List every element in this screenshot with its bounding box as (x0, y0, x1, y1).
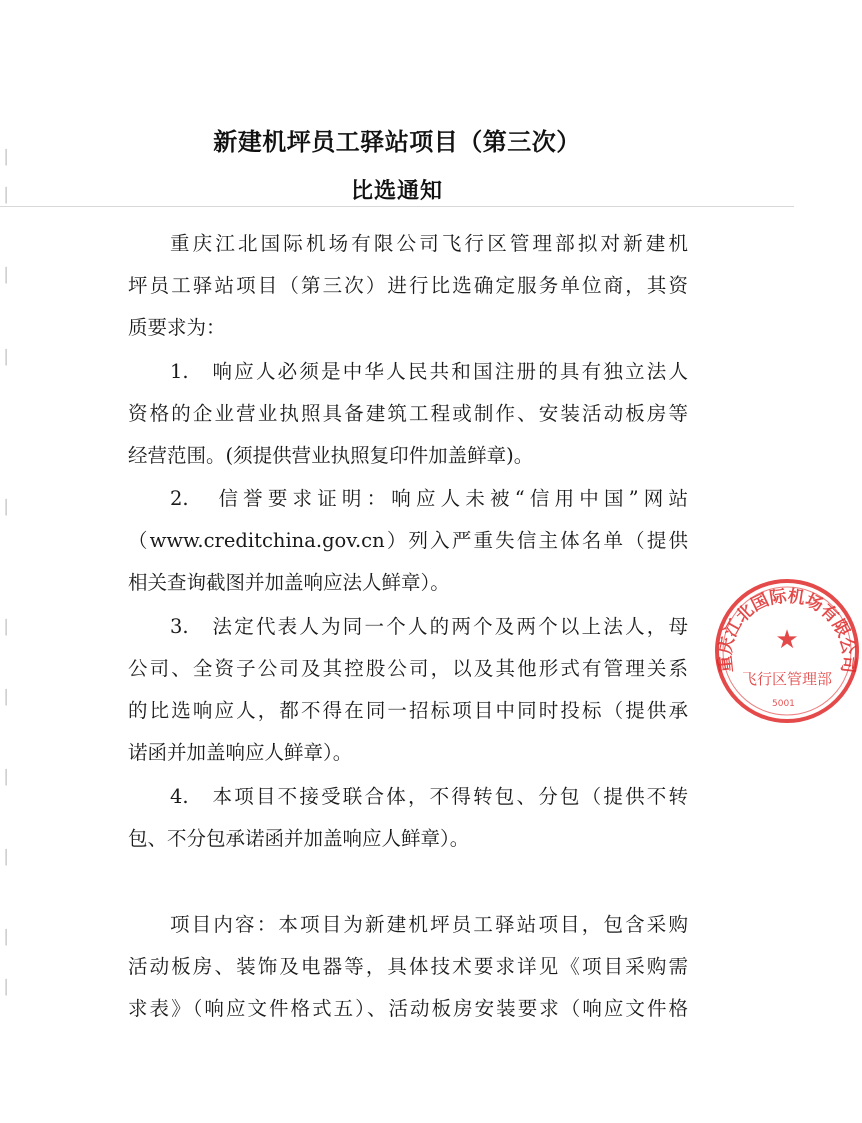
body-line: 重庆江北国际机场有限公司飞行区管理部拟对新建机 (170, 232, 688, 255)
requirement-4-line: 包、不分包承诺函并加盖响应人鲜章）。 (128, 827, 470, 850)
body-line: 坪员工驿站项目（第三次）进行比选确定服务单位商，其资 (128, 274, 688, 297)
project-content-line: 活动板房、装饰及电器等，具体技术要求详见《项目采购需 (128, 955, 688, 978)
project-content-line: 项目内容：本项目为新建机坪员工驿站项目，包含采购 (170, 913, 688, 936)
svg-text:飞行区管理部: 飞行区管理部 (741, 670, 833, 688)
requirement-1-line: 资格的企业营业执照具备建筑工程或制作、安装活动板房等 (128, 402, 688, 425)
requirement-3-line: 公司、全资子公司及其控股公司，以及其他形式有管理关系 (128, 657, 688, 680)
svg-text:★: ★ (775, 625, 799, 655)
requirement-1-line: 1. 响应人必须是中华人民共和国注册的具有独立法人 (170, 360, 688, 383)
requirement-3-line: 3. 法定代表人为同一个人的两个及两个以上法人，母 (170, 615, 688, 638)
requirement-2-line: 相关查询截图并加盖响应法人鲜章）。 (128, 571, 450, 594)
svg-text:重庆江北国际机场有限公司: 重庆江北国际机场有限公司 (715, 586, 859, 674)
document-subtitle: 比选通知 (350, 179, 443, 204)
requirement-3-line: 的比选响应人，都不得在同一招标项目中同时投标（提供承 (128, 699, 688, 722)
body-line: 质要求为： (128, 316, 226, 339)
svg-text:5001: 5001 (772, 699, 795, 709)
requirement-1-line: 经营范围。(须提供营业执照复印件加盖鲜章)。 (128, 444, 534, 467)
requirement-4-line: 4. 本项目不接受联合体，不得转包、分包（提供不转 (170, 785, 688, 808)
company-seal-stamp (712, 576, 862, 726)
requirement-2-line: 2. 信誉要求证明：响应人未被“信用中国”网站 (170, 487, 688, 510)
requirement-3-line: 诺函并加盖响应人鲜章）。 (128, 741, 353, 764)
document-title: 新建机坪员工驿站项目（第三次） (213, 128, 581, 156)
requirement-2-line: （www.creditchina.gov.cn）列入严重失信主体名单（提供 (128, 529, 688, 552)
project-content-line: 求表》（响应文件格式五）、活动板房安装要求（响应文件格 (128, 997, 688, 1020)
scan-rule-line (0, 206, 794, 207)
scan-edge-artifacts: │ │ │ │ │ │ │ │ │ │ │ (2, 150, 11, 996)
